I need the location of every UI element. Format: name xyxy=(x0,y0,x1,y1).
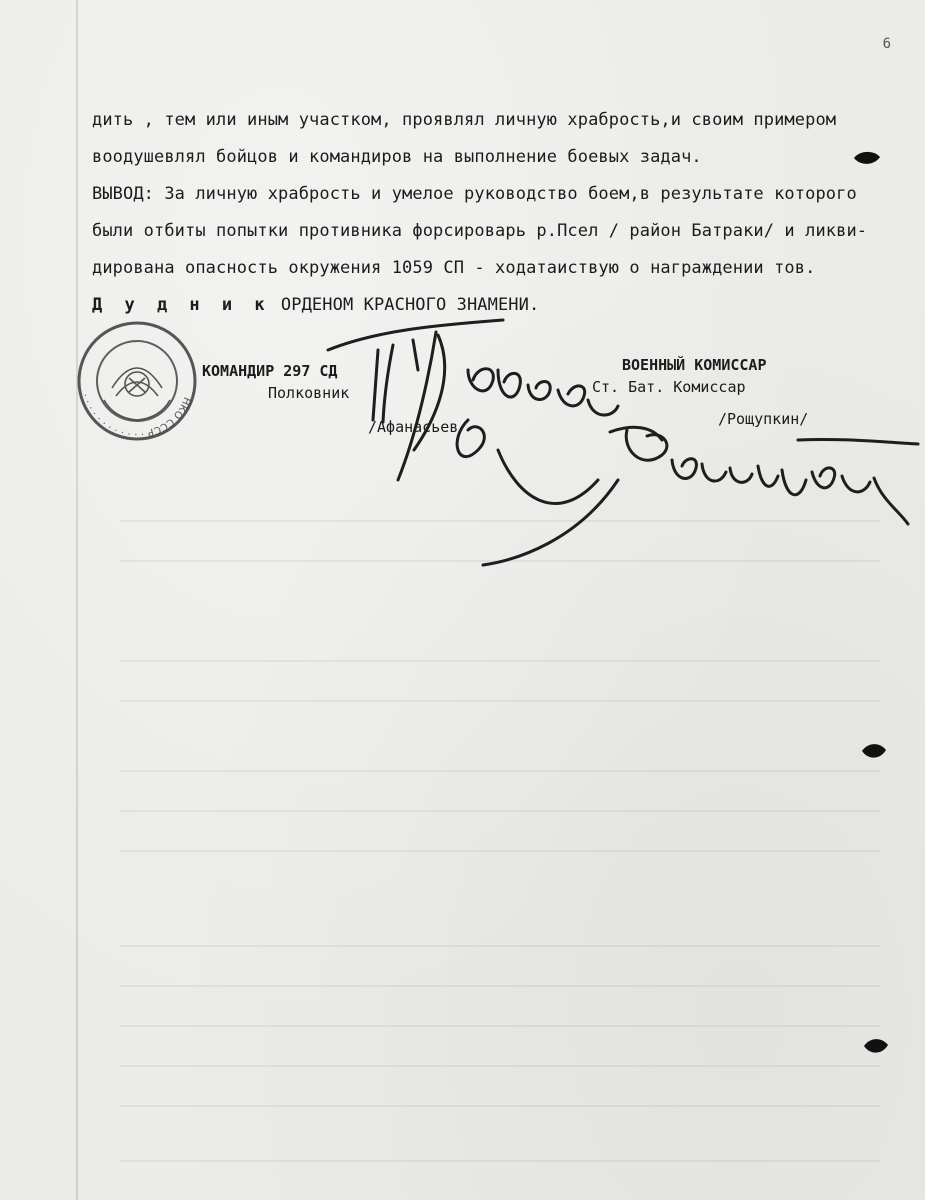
body-line: ВЫВОД: За личную храбрость и умелое руководство боем,в результате которого xyxy=(92,184,857,204)
fold-line xyxy=(76,0,78,1200)
commissar-name: /Рощупкин/ xyxy=(718,410,809,428)
award-name: ОРДЕНОМ КРАСНОГО ЗНАМЕНИ. xyxy=(270,295,540,315)
commander-name: /Афанасьев/ xyxy=(368,418,468,436)
bleed-through-line xyxy=(120,770,880,772)
body-line: дить , тем или иным участком, проявлял личную храбрость,и своим примером xyxy=(92,110,837,130)
commissar-title: ВОЕННЫЙ КОМИССАР xyxy=(622,356,767,374)
body-line: воодушевлял бойцов и командиров на выполнение боевых задач. xyxy=(92,147,702,167)
binder-hole xyxy=(852,148,882,168)
bleed-through-line xyxy=(120,810,880,812)
bleed-through-line xyxy=(120,660,880,662)
bleed-through-line xyxy=(120,850,880,852)
bleed-through-line xyxy=(120,700,880,702)
bleed-through-line xyxy=(120,1025,880,1027)
bleed-through-line xyxy=(120,985,880,987)
body-line: дирована опасность окружения 1059 СП - ходатаиствую о награждении тов. xyxy=(92,258,816,278)
page-number: 6 xyxy=(882,36,891,52)
commissar-rank: Ст. Бат. Комиссар xyxy=(592,378,746,396)
bleed-through-line xyxy=(120,945,880,947)
body-text xyxy=(92,102,902,324)
official-stamp xyxy=(74,318,200,444)
body-line: были отбиты попытки противника форсироварь р.Псел / район Батраки/ и ликви- xyxy=(92,221,868,241)
bleed-through-line xyxy=(120,1065,880,1067)
commissar-signature xyxy=(602,420,920,530)
binder-hole xyxy=(860,740,888,762)
svg-text:НКО СССР · · · · · · · · · · ·: НКО СССР · · · · · · · · · · · · xyxy=(80,392,193,440)
awardee-name: Д у д н и к xyxy=(92,295,271,315)
commander-signature xyxy=(318,310,638,580)
commander-rank: Полковник xyxy=(268,384,350,402)
bleed-through-line xyxy=(120,1160,880,1162)
binder-hole xyxy=(862,1035,890,1057)
commander-title: КОМАНДИР 297 СД xyxy=(202,362,338,380)
bleed-through-line xyxy=(120,1105,880,1107)
